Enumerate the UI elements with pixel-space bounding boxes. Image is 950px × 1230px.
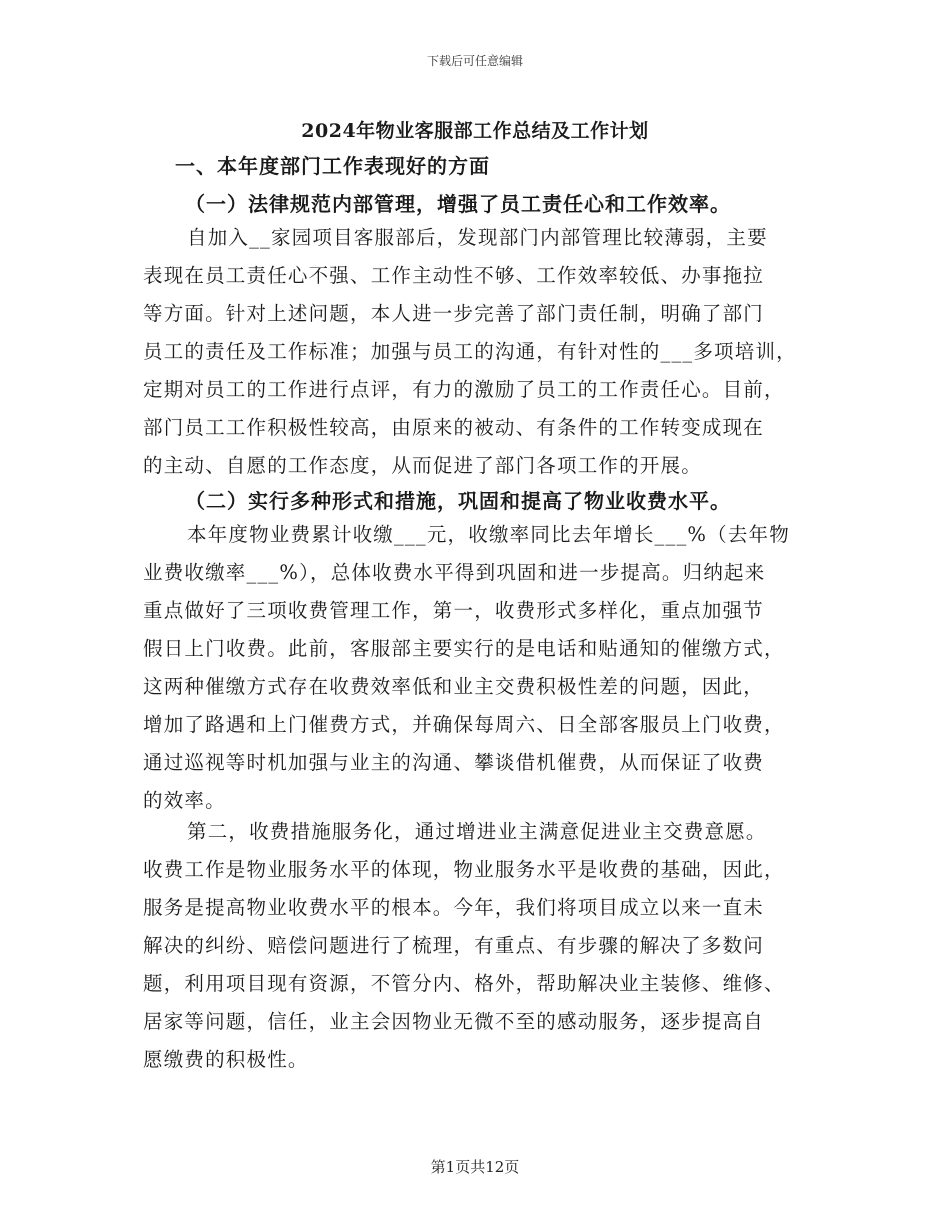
subsection-heading-2: （二）实行多种形式和措施，巩固和提高了物业收费水平。 (185, 489, 731, 513)
paragraph-line: 居家等问题，信任，业主会因物业无微不至的感动服务，逐步提高自 (143, 1010, 765, 1033)
paragraph-line: 增加了路遇和上门催费方式，并确保每周六、日全部客服员上门收费， (143, 713, 785, 736)
page-number-footer: 第1页共12页 (430, 1158, 520, 1176)
paragraph-line: 表现在员工责任心不强、工作主动性不够、工作效率较低、办事拖拉 (143, 264, 765, 287)
paragraph-line: 等方面。针对上述问题，本人进一步完善了部门责任制，明确了部门 (143, 302, 765, 325)
paragraph-line: 本年度物业费累计收缴___元，收缴率同比去年增长___%（去年物 (187, 523, 790, 546)
paragraph-line: 员工的责任及工作标准；加强与员工的沟通，有针对性的___多项培训， (143, 340, 797, 363)
subsection-heading-1: （一）法律规范内部管理，增强了员工责任心和工作效率。 (185, 192, 731, 216)
paragraph-2 (143, 516, 815, 820)
paragraph-line: 定期对员工的工作进行点评，有力的激励了员工的工作责任心。目前， (143, 378, 785, 401)
paragraph-line: 这两种催缴方式存在收费效率低和业主交费积极性差的问题，因此， (143, 675, 765, 698)
paragraph-3 (143, 813, 815, 1079)
section-heading-1: 一、本年度部门工作表现好的方面 (175, 154, 490, 178)
header-note: 下载后可任意编辑 (426, 54, 523, 68)
paragraph-1 (143, 219, 815, 485)
paragraph-line: 第二，收费措施服务化，通过增进业主满意促进业主交费意愿。 (187, 820, 767, 843)
paragraph-line: 部门员工工作积极性较高，由原来的被动、有条件的工作转变成现在 (143, 416, 765, 439)
paragraph-line: 假日上门收费。此前，客服部主要实行的是电话和贴通知的催缴方式， (143, 637, 785, 660)
paragraph-line: 通过巡视等时机加强与业主的沟通、攀谈借机催费，从而保证了收费 (143, 751, 765, 774)
paragraph-line: 解决的纠纷、赔偿问题进行了梳理，有重点、有步骤的解决了多数问 (143, 934, 765, 957)
paragraph-line: 愿缴费的积极性。 (143, 1048, 309, 1071)
paragraph-line: 重点做好了三项收费管理工作，第一，收费形式多样化，重点加强节 (143, 599, 765, 622)
paragraph-line: 自加入__家园项目客服部后，发现部门内部管理比较薄弱，主要 (187, 226, 768, 249)
paragraph-line: 的主动、自愿的工作态度，从而促进了部门各项工作的开展。 (143, 454, 702, 477)
paragraph-line: 服务是提高物业收费水平的根本。今年，我们将项目成立以来一直未 (143, 896, 765, 919)
paragraph-line: 的效率。 (143, 789, 226, 812)
paragraph-line: 收费工作是物业服务水平的体现，物业服务水平是收费的基础，因此， (143, 858, 785, 881)
document-title: 2024年物业客服部工作总结及工作计划 (301, 120, 649, 142)
paragraph-line: 题，利用项目现有资源，不管分内、格外，帮助解决业主装修、维修、 (143, 972, 785, 995)
paragraph-line: 业费收缴率___%），总体收费水平得到巩固和进一步提高。归纳起来 (143, 561, 766, 584)
